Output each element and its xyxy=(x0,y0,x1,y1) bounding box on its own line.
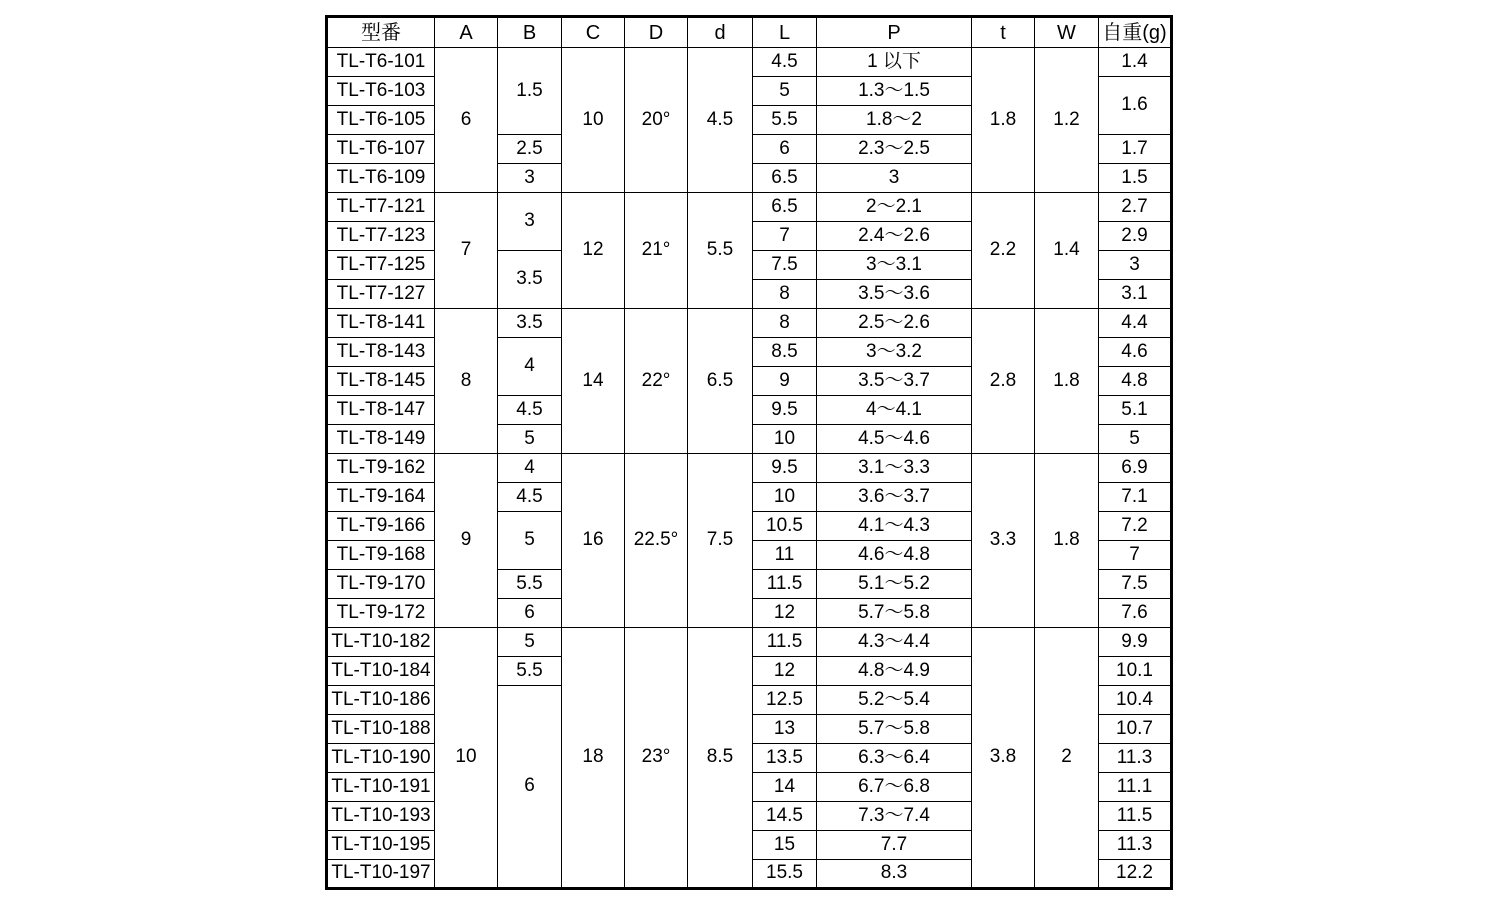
c-value-cell: 12 xyxy=(562,193,625,309)
l-value-cell: 9.5 xyxy=(753,454,817,483)
l-value-cell: 15.5 xyxy=(753,860,817,889)
model-number-cell: TL-T10-188 xyxy=(327,715,435,744)
weight-value-cell: 6.9 xyxy=(1099,454,1172,483)
weight-value-cell: 7 xyxy=(1099,541,1172,570)
header-row xyxy=(327,17,1172,48)
weight-value-cell: 11.3 xyxy=(1099,744,1172,773)
model-number-cell: TL-T6-101 xyxy=(327,48,435,77)
p-value-cell: 4〜4.1 xyxy=(817,396,972,425)
table-row xyxy=(327,309,1172,338)
l-value-cell: 12 xyxy=(753,599,817,628)
l-value-cell: 6.5 xyxy=(753,164,817,193)
model-number-cell: TL-T9-164 xyxy=(327,483,435,512)
model-number-cell: TL-T10-195 xyxy=(327,831,435,860)
a-value-cell: 8 xyxy=(435,309,498,454)
model-number-cell: TL-T8-145 xyxy=(327,367,435,396)
b-value-cell: 6 xyxy=(498,599,562,628)
p-value-cell: 5.1〜5.2 xyxy=(817,570,972,599)
t-value-cell: 2.8 xyxy=(972,309,1035,454)
p-value-cell: 1.8〜2 xyxy=(817,106,972,135)
model-number-cell: TL-T10-190 xyxy=(327,744,435,773)
t-value-cell: 3.8 xyxy=(972,628,1035,889)
b-value-cell: 5 xyxy=(498,425,562,454)
weight-value-cell: 3.1 xyxy=(1099,280,1172,309)
weight-value-cell: 4.8 xyxy=(1099,367,1172,396)
column-header-d-upper: D xyxy=(625,17,688,48)
table-body xyxy=(327,48,1172,889)
b-value-cell: 5.5 xyxy=(498,570,562,599)
table-row xyxy=(327,628,1172,657)
l-value-cell: 12 xyxy=(753,657,817,686)
weight-value-cell: 7.1 xyxy=(1099,483,1172,512)
l-value-cell: 6.5 xyxy=(753,193,817,222)
weight-value-cell: 2.9 xyxy=(1099,222,1172,251)
d-upper-value-cell: 22° xyxy=(625,309,688,454)
spec-table-container xyxy=(325,15,1173,890)
t-value-cell: 2.2 xyxy=(972,193,1035,309)
l-value-cell: 4.5 xyxy=(753,48,817,77)
model-number-cell: TL-T10-184 xyxy=(327,657,435,686)
l-value-cell: 15 xyxy=(753,831,817,860)
column-header-c: C xyxy=(562,17,625,48)
c-value-cell: 18 xyxy=(562,628,625,889)
column-header-w: W xyxy=(1035,17,1099,48)
column-header-d-lower: d xyxy=(688,17,753,48)
weight-value-cell: 2.7 xyxy=(1099,193,1172,222)
model-number-cell: TL-T10-182 xyxy=(327,628,435,657)
model-number-cell: TL-T10-193 xyxy=(327,802,435,831)
w-value-cell: 1.8 xyxy=(1035,454,1099,628)
column-header-weight: 自重(g) xyxy=(1099,17,1172,48)
p-value-cell: 3 xyxy=(817,164,972,193)
column-header-b: B xyxy=(498,17,562,48)
l-value-cell: 14 xyxy=(753,773,817,802)
c-value-cell: 14 xyxy=(562,309,625,454)
p-value-cell: 1 以下 xyxy=(817,48,972,77)
d-upper-value-cell: 20° xyxy=(625,48,688,193)
l-value-cell: 10.5 xyxy=(753,512,817,541)
column-header-t: t xyxy=(972,17,1035,48)
b-value-cell: 3 xyxy=(498,193,562,251)
w-value-cell: 1.2 xyxy=(1035,48,1099,193)
l-value-cell: 10 xyxy=(753,483,817,512)
table-header xyxy=(327,17,1172,48)
p-value-cell: 3.5〜3.7 xyxy=(817,367,972,396)
p-value-cell: 3.5〜3.6 xyxy=(817,280,972,309)
l-value-cell: 13 xyxy=(753,715,817,744)
p-value-cell: 7.3〜7.4 xyxy=(817,802,972,831)
model-number-cell: TL-T9-170 xyxy=(327,570,435,599)
l-value-cell: 5 xyxy=(753,77,817,106)
column-header-l: L xyxy=(753,17,817,48)
a-value-cell: 10 xyxy=(435,628,498,889)
model-number-cell: TL-T10-191 xyxy=(327,773,435,802)
d-lower-value-cell: 6.5 xyxy=(688,309,753,454)
p-value-cell: 5.2〜5.4 xyxy=(817,686,972,715)
model-number-cell: TL-T7-123 xyxy=(327,222,435,251)
p-value-cell: 4.6〜4.8 xyxy=(817,541,972,570)
l-value-cell: 7.5 xyxy=(753,251,817,280)
l-value-cell: 14.5 xyxy=(753,802,817,831)
model-number-cell: TL-T9-168 xyxy=(327,541,435,570)
table-row xyxy=(327,48,1172,77)
p-value-cell: 5.7〜5.8 xyxy=(817,715,972,744)
b-value-cell: 4 xyxy=(498,454,562,483)
l-value-cell: 9.5 xyxy=(753,396,817,425)
p-value-cell: 4.8〜4.9 xyxy=(817,657,972,686)
model-number-cell: TL-T6-105 xyxy=(327,106,435,135)
d-lower-value-cell: 8.5 xyxy=(688,628,753,889)
b-value-cell: 1.5 xyxy=(498,48,562,135)
column-header-model: 型番 xyxy=(327,17,435,48)
model-number-cell: TL-T6-107 xyxy=(327,135,435,164)
c-value-cell: 16 xyxy=(562,454,625,628)
p-value-cell: 4.3〜4.4 xyxy=(817,628,972,657)
model-number-cell: TL-T8-143 xyxy=(327,338,435,367)
l-value-cell: 11 xyxy=(753,541,817,570)
weight-value-cell: 11.5 xyxy=(1099,802,1172,831)
weight-value-cell: 12.2 xyxy=(1099,860,1172,889)
b-value-cell: 4 xyxy=(498,338,562,396)
b-value-cell: 2.5 xyxy=(498,135,562,164)
model-number-cell: TL-T7-125 xyxy=(327,251,435,280)
table-row xyxy=(327,454,1172,483)
d-lower-value-cell: 7.5 xyxy=(688,454,753,628)
b-value-cell: 5 xyxy=(498,628,562,657)
table-row xyxy=(327,193,1172,222)
a-value-cell: 7 xyxy=(435,193,498,309)
l-value-cell: 13.5 xyxy=(753,744,817,773)
p-value-cell: 4.1〜4.3 xyxy=(817,512,972,541)
column-header-p: P xyxy=(817,17,972,48)
weight-value-cell: 7.6 xyxy=(1099,599,1172,628)
a-value-cell: 9 xyxy=(435,454,498,628)
model-number-cell: TL-T8-147 xyxy=(327,396,435,425)
weight-value-cell: 5 xyxy=(1099,425,1172,454)
l-value-cell: 10 xyxy=(753,425,817,454)
model-number-cell: TL-T9-172 xyxy=(327,599,435,628)
weight-value-cell: 9.9 xyxy=(1099,628,1172,657)
b-value-cell: 3 xyxy=(498,164,562,193)
weight-value-cell: 1.4 xyxy=(1099,48,1172,77)
a-value-cell: 6 xyxy=(435,48,498,193)
p-value-cell: 4.5〜4.6 xyxy=(817,425,972,454)
p-value-cell: 2.4〜2.6 xyxy=(817,222,972,251)
weight-value-cell: 4.6 xyxy=(1099,338,1172,367)
model-number-cell: TL-T7-127 xyxy=(327,280,435,309)
p-value-cell: 2.5〜2.6 xyxy=(817,309,972,338)
l-value-cell: 12.5 xyxy=(753,686,817,715)
p-value-cell: 3〜3.2 xyxy=(817,338,972,367)
l-value-cell: 9 xyxy=(753,367,817,396)
p-value-cell: 1.3〜1.5 xyxy=(817,77,972,106)
weight-value-cell: 4.4 xyxy=(1099,309,1172,338)
weight-value-cell: 1.5 xyxy=(1099,164,1172,193)
weight-value-cell: 7.2 xyxy=(1099,512,1172,541)
weight-value-cell: 7.5 xyxy=(1099,570,1172,599)
l-value-cell: 8 xyxy=(753,280,817,309)
t-value-cell: 3.3 xyxy=(972,454,1035,628)
weight-value-cell: 10.1 xyxy=(1099,657,1172,686)
b-value-cell: 5.5 xyxy=(498,657,562,686)
p-value-cell: 2〜2.1 xyxy=(817,193,972,222)
b-value-cell: 3.5 xyxy=(498,309,562,338)
d-lower-value-cell: 4.5 xyxy=(688,48,753,193)
weight-value-cell: 5.1 xyxy=(1099,396,1172,425)
d-upper-value-cell: 23° xyxy=(625,628,688,889)
t-value-cell: 1.8 xyxy=(972,48,1035,193)
p-value-cell: 6.3〜6.4 xyxy=(817,744,972,773)
b-value-cell: 4.5 xyxy=(498,396,562,425)
p-value-cell: 2.3〜2.5 xyxy=(817,135,972,164)
model-number-cell: TL-T6-103 xyxy=(327,77,435,106)
model-number-cell: TL-T10-197 xyxy=(327,860,435,889)
weight-value-cell: 11.1 xyxy=(1099,773,1172,802)
b-value-cell: 3.5 xyxy=(498,251,562,309)
weight-value-cell: 11.3 xyxy=(1099,831,1172,860)
model-number-cell: TL-T6-109 xyxy=(327,164,435,193)
p-value-cell: 6.7〜6.8 xyxy=(817,773,972,802)
column-header-a: A xyxy=(435,17,498,48)
l-value-cell: 7 xyxy=(753,222,817,251)
weight-value-cell: 10.7 xyxy=(1099,715,1172,744)
d-lower-value-cell: 5.5 xyxy=(688,193,753,309)
l-value-cell: 6 xyxy=(753,135,817,164)
model-number-cell: TL-T8-141 xyxy=(327,309,435,338)
model-number-cell: TL-T8-149 xyxy=(327,425,435,454)
l-value-cell: 5.5 xyxy=(753,106,817,135)
model-number-cell: TL-T7-121 xyxy=(327,193,435,222)
p-value-cell: 3.6〜3.7 xyxy=(817,483,972,512)
weight-value-cell: 1.6 xyxy=(1099,77,1172,135)
p-value-cell: 3〜3.1 xyxy=(817,251,972,280)
b-value-cell: 5 xyxy=(498,512,562,570)
model-number-cell: TL-T9-166 xyxy=(327,512,435,541)
weight-value-cell: 10.4 xyxy=(1099,686,1172,715)
d-upper-value-cell: 21° xyxy=(625,193,688,309)
l-value-cell: 8.5 xyxy=(753,338,817,367)
p-value-cell: 8.3 xyxy=(817,860,972,889)
l-value-cell: 11.5 xyxy=(753,570,817,599)
c-value-cell: 10 xyxy=(562,48,625,193)
weight-value-cell: 1.7 xyxy=(1099,135,1172,164)
l-value-cell: 8 xyxy=(753,309,817,338)
d-upper-value-cell: 22.5° xyxy=(625,454,688,628)
p-value-cell: 3.1〜3.3 xyxy=(817,454,972,483)
model-number-cell: TL-T9-162 xyxy=(327,454,435,483)
b-value-cell: 4.5 xyxy=(498,483,562,512)
w-value-cell: 1.8 xyxy=(1035,309,1099,454)
model-number-cell: TL-T10-186 xyxy=(327,686,435,715)
weight-value-cell: 3 xyxy=(1099,251,1172,280)
l-value-cell: 11.5 xyxy=(753,628,817,657)
w-value-cell: 2 xyxy=(1035,628,1099,889)
p-value-cell: 5.7〜5.8 xyxy=(817,599,972,628)
product-spec-table xyxy=(325,15,1173,890)
p-value-cell: 7.7 xyxy=(817,831,972,860)
w-value-cell: 1.4 xyxy=(1035,193,1099,309)
b-value-cell: 6 xyxy=(498,686,562,889)
